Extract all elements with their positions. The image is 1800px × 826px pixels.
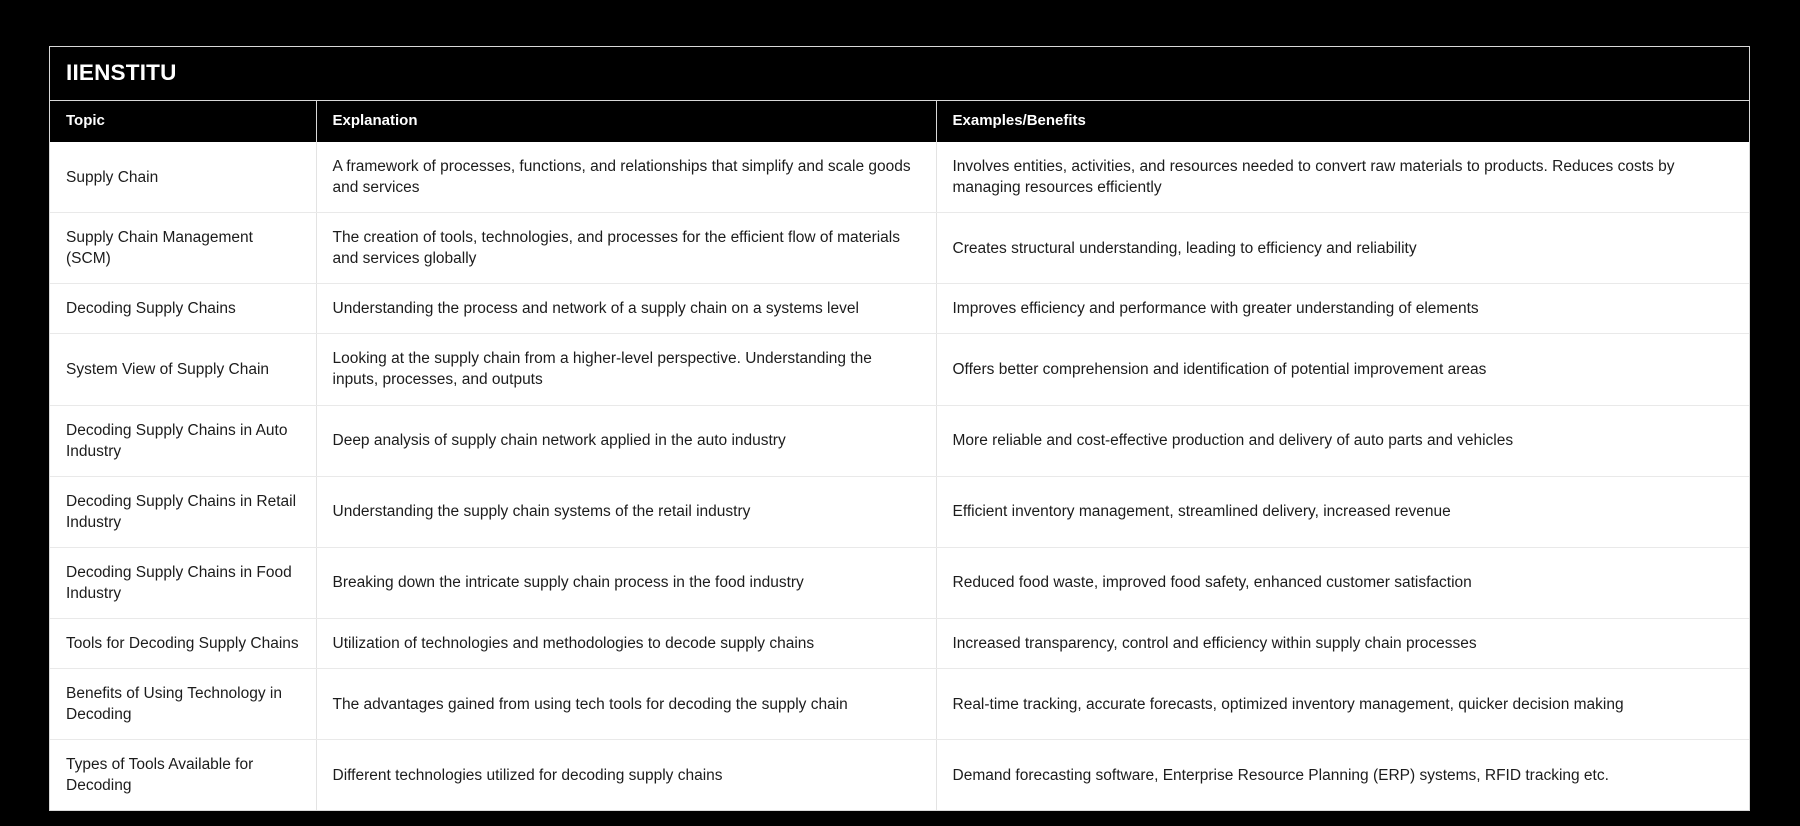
supply-chain-table [50,101,1749,810]
cell-topic: Decoding Supply Chains in Auto Industry [50,405,316,476]
table-row [50,669,1749,740]
cell-examples: Efficient inventory management, streamlined delivery, increased revenue [936,476,1749,547]
cell-topic: Decoding Supply Chains in Retail Industry [50,476,316,547]
cell-examples: More reliable and cost-effective production and delivery of auto parts and vehicles [936,405,1749,476]
cell-examples: Involves entities, activities, and resources needed to convert raw materials to products. Reduces costs by managing resources efficiently [936,142,1749,213]
cell-topic: Types of Tools Available for Decoding [50,740,316,811]
table-header-row [50,101,1749,142]
cell-explanation: Utilization of technologies and methodologies to decode supply chains [316,619,936,669]
cell-explanation: Understanding the supply chain systems of the retail industry [316,476,936,547]
table-row [50,619,1749,669]
table-head [50,101,1749,142]
table-row [50,740,1749,811]
table-row [50,284,1749,334]
cell-explanation: Breaking down the intricate supply chain process in the food industry [316,547,936,618]
cell-explanation: Understanding the process and network of a supply chain on a systems level [316,284,936,334]
cell-examples: Improves efficiency and performance with greater understanding of elements [936,284,1749,334]
cell-topic: System View of Supply Chain [50,334,316,405]
cell-examples: Real-time tracking, accurate forecasts, optimized inventory management, quicker decision making [936,669,1749,740]
cell-examples: Reduced food waste, improved food safety, enhanced customer satisfaction [936,547,1749,618]
cell-topic: Tools for Decoding Supply Chains [50,619,316,669]
table-row [50,547,1749,618]
column-header-explanation: Explanation [316,101,936,142]
table-row [50,142,1749,213]
cell-explanation: A framework of processes, functions, and relationships that simplify and scale goods and services [316,142,936,213]
table-row [50,405,1749,476]
info-table-card [49,46,1750,811]
cell-topic: Supply Chain [50,142,316,213]
cell-explanation: Different technologies utilized for decoding supply chains [316,740,936,811]
brand-header [50,47,1749,101]
cell-examples: Demand forecasting software, Enterprise Resource Planning (ERP) systems, RFID tracking etc. [936,740,1749,811]
cell-topic: Benefits of Using Technology in Decoding [50,669,316,740]
cell-topic: Decoding Supply Chains [50,284,316,334]
column-header-topic: Topic [50,101,316,142]
cell-explanation: Looking at the supply chain from a higher-level perspective. Understanding the inputs, processes, and outputs [316,334,936,405]
cell-examples: Offers better comprehension and identification of potential improvement areas [936,334,1749,405]
cell-examples: Increased transparency, control and efficiency within supply chain processes [936,619,1749,669]
cell-topic: Supply Chain Management (SCM) [50,213,316,284]
column-header-examples: Examples/Benefits [936,101,1749,142]
table-row [50,213,1749,284]
cell-topic: Decoding Supply Chains in Food Industry [50,547,316,618]
cell-explanation: Deep analysis of supply chain network applied in the auto industry [316,405,936,476]
brand-title: IIENSTITU [66,60,177,86]
cell-examples: Creates structural understanding, leading to efficiency and reliability [936,213,1749,284]
cell-explanation: The creation of tools, technologies, and processes for the efficient flow of materials and services globally [316,213,936,284]
table-row [50,476,1749,547]
cell-explanation: The advantages gained from using tech tools for decoding the supply chain [316,669,936,740]
table-row [50,334,1749,405]
table-body [50,142,1749,810]
